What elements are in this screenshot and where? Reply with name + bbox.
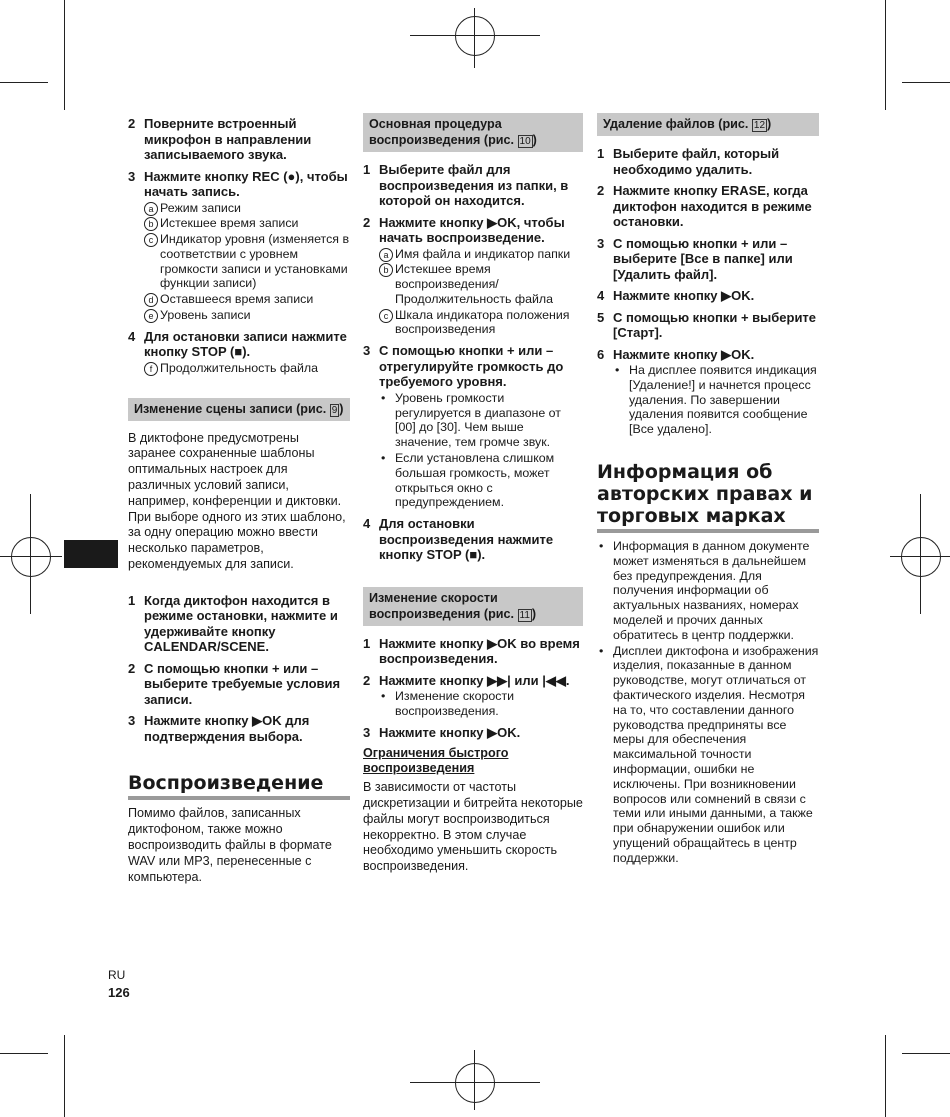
marker: 1 bbox=[128, 592, 136, 608]
step: 2 Нажмите кнопку ▶OK, чтобы начать воспроизведение. a Имя файла и индикатор папки b Истекшее время воспроизведения/ Продолжительность файла c Шкала индикатора положения воспроизведения bbox=[363, 215, 583, 338]
section-header: Изменение скорости воспроизведения (рис. 11 ) bbox=[363, 587, 583, 626]
bullet-item: • Если установлена слишком большая громкость, может открыться окно с предупреждением. bbox=[381, 450, 555, 510]
heading: Информация об авторских правах и торговых марках bbox=[597, 461, 819, 533]
crop-mark bbox=[0, 1053, 48, 1054]
marker: • bbox=[381, 450, 386, 465]
callout-item: a Режим записи bbox=[144, 201, 350, 216]
marker: • bbox=[615, 363, 620, 377]
marker: 2 bbox=[128, 116, 136, 131]
crop-mark bbox=[885, 1035, 886, 1117]
bullet-item: • Уровень громкости регулируется в диапазоне от [00] до [30]. Чем выше значение, тем громче звук. bbox=[381, 390, 561, 450]
marker: c bbox=[144, 233, 158, 247]
bullet-item: • Информация в данном документе может изменяться в дальнейшем без предупреждения. Для получения информации об актуальных названиях, номерах моделей и прочих данных обратитесь в центр поддержки. bbox=[599, 538, 810, 642]
step: 3 Нажмите кнопку REC (●), чтобы начать запись. a Режим записи b Истекшее время записи c Индикатор уровня (изменяется в соответствии с уровнем громкости записи и установками функции записи) d Оставшееся время записи e Уровень записи bbox=[128, 168, 350, 323]
heading: Воспроизведение bbox=[128, 772, 350, 800]
crop-mark bbox=[885, 0, 886, 110]
step: 4 Нажмите кнопку ▶OK. bbox=[597, 288, 755, 303]
page-number: 126 bbox=[108, 985, 130, 1000]
step: 4 Для остановки воспроизведения нажмите кнопку STOP (■). bbox=[363, 516, 554, 563]
bullet-item: • Изменение скорости воспроизведения. bbox=[381, 689, 515, 718]
marker: b bbox=[144, 217, 158, 231]
callout-item: b Истекшее время воспроизведения/ Продолжительность файла bbox=[379, 262, 583, 306]
callout-item: e Уровень записи bbox=[144, 308, 350, 323]
callout-item: d Оставшееся время записи bbox=[144, 292, 350, 307]
marker: a bbox=[144, 202, 158, 216]
step: 1 Выберите файл для воспроизведения из папки, в которой он находится. bbox=[363, 162, 569, 208]
step: 1 Нажмите кнопку ▶OK во время воспроизведения. bbox=[363, 635, 580, 667]
step: 5 С помощью кнопки + выберите [Старт]. bbox=[597, 309, 817, 340]
crop-mark bbox=[64, 0, 65, 110]
marker: 1 bbox=[363, 635, 371, 651]
step: 6 Нажмите кнопку ▶OK. • На дисплее появится индикация [Удаление!] и начнется процесс удаления. По завершении удаления появится сообщение [Все удалено]. bbox=[597, 347, 819, 437]
marker: b bbox=[379, 263, 393, 277]
column-1 bbox=[128, 116, 350, 891]
marker: • bbox=[599, 643, 604, 658]
marker: a bbox=[379, 248, 393, 262]
marker: • bbox=[381, 390, 386, 405]
bullet-item: • На дисплее появится индикация [Удаление!] и начнется процесс удаления. По завершении удаления появится сообщение [Все удалено]. bbox=[615, 363, 817, 437]
marker: 2 bbox=[363, 214, 371, 230]
language-code: RU bbox=[108, 968, 126, 982]
step: 3 Нажмите кнопку ▶OK. bbox=[363, 724, 521, 740]
crop-mark bbox=[902, 1053, 950, 1054]
step: 2 С помощью кнопки + или – выберите требуемые условия записи. bbox=[128, 660, 341, 707]
registration-circle bbox=[901, 537, 941, 577]
section-tab bbox=[64, 540, 118, 568]
marker: 4 bbox=[128, 328, 136, 344]
column-3 bbox=[597, 113, 819, 866]
marker: 2 bbox=[597, 183, 605, 198]
paragraph: Помимо файлов, записанных диктофоном, также можно воспроизводить файлы в формате WAV или MP3, перенесенные с компьютера. bbox=[128, 806, 332, 884]
callout-item: c Индикатор уровня (изменяется в соответствии с уровнем громкости записи и установками функции записи) bbox=[144, 232, 350, 291]
sub-heading: Ограничения быстрого воспроизведения bbox=[363, 746, 509, 776]
paragraph: В зависимости от частоты дискретизации и битрейта некоторые файлы могут воспроизводиться некорректно. В этом случае необходимо уменьшить скорость воспроизведения. bbox=[363, 780, 583, 874]
step: 1 Выберите файл, который необходимо удалить. bbox=[597, 146, 780, 177]
crop-mark bbox=[902, 82, 950, 83]
section-header: Основная процедура воспроизведения (рис. 10 ) bbox=[363, 113, 583, 152]
marker: 2 bbox=[128, 660, 136, 676]
step: 1 Когда диктофон находится в режиме остановки, нажмите и удерживайте кнопку CALENDAR/SCENE. bbox=[128, 592, 338, 655]
registration-circle bbox=[11, 537, 51, 577]
page-footer bbox=[108, 967, 130, 1001]
section-header: Удаление файлов (рис. 12 ) bbox=[597, 113, 819, 136]
registration-circle bbox=[455, 1063, 495, 1103]
marker: f bbox=[144, 362, 158, 376]
marker: 6 bbox=[597, 346, 605, 362]
column-2 bbox=[363, 113, 583, 881]
step: 3 Нажмите кнопку ▶OK для подтверждения выбора. bbox=[128, 713, 310, 744]
marker: c bbox=[379, 309, 393, 323]
crop-mark bbox=[64, 1035, 65, 1117]
bullet-item: • Дисплеи диктофона и изображения изделия, показанные в данном руководстве, могут отличаться от фактического изделия. Несмотря на то, что составлении данного руководства предприняты все меры для обеспечения максимальной точности информации, ошибки не исключены. При возникновении вопросов или сомнений в связи с теми или иными данными, а также при обнаружении ошибок или упущений обращайтесь в центр поддержки. bbox=[599, 643, 819, 865]
callout-item: a Имя файла и индикатор папки bbox=[379, 247, 583, 262]
callout-item: f Продолжительность файла bbox=[144, 361, 350, 376]
marker: 4 bbox=[597, 288, 605, 303]
callout-item: c Шкала индикатора положения воспроизведения bbox=[379, 308, 583, 338]
marker: e bbox=[144, 309, 158, 323]
marker: 5 bbox=[597, 309, 605, 325]
section-header: Изменение сцены записи (рис. 9 ) bbox=[128, 398, 350, 421]
marker: 1 bbox=[597, 146, 605, 161]
marker: 3 bbox=[597, 235, 605, 251]
step: 3 С помощью кнопки + или – выберите [Все в папке] или [Удалить файл]. bbox=[597, 235, 793, 282]
callout-item: b Истекшее время записи bbox=[144, 216, 350, 231]
paragraph: В диктофоне предусмотрены заранее сохраненные шаблоны оптимальных настроек для различных условий записи, например, конференции и диктовки. При выборе одного из этих шаблоно, за одну операцию можно ввести несколько параметров, рекомендуемых для записи. bbox=[128, 430, 346, 572]
marker: 4 bbox=[363, 516, 371, 532]
step: 3 С помощью кнопки + или – отрегулируйте громкость до требуемого уровня. • Уровень громкости регулируется в диапазоне от [00] до [30]. Чем выше значение, тем громче звук. • Если установлена слишком большая громкость, может открыться окно с предупреждением. bbox=[363, 343, 583, 510]
marker: • bbox=[599, 538, 604, 553]
marker: • bbox=[381, 689, 386, 704]
step: 2 Поверните встроенный микрофон в направлении записываемого звука. bbox=[128, 116, 312, 162]
marker: d bbox=[144, 293, 158, 307]
marker: 2 bbox=[363, 672, 371, 688]
marker: 3 bbox=[363, 724, 371, 740]
crop-mark bbox=[0, 82, 48, 83]
step: 2 Нажмите кнопку ERASE, когда диктофон находится в режиме остановки. bbox=[597, 183, 812, 229]
registration-circle bbox=[455, 16, 495, 56]
marker: 3 bbox=[128, 168, 136, 184]
step: 2 Нажмите кнопку ▶▶| или |◀◀. • Изменение скорости воспроизведения. bbox=[363, 673, 583, 719]
marker: 3 bbox=[128, 713, 136, 729]
marker: 1 bbox=[363, 162, 371, 177]
step: 4 Для остановки записи нажмите кнопку STOP (■). f Продолжительность файла bbox=[128, 329, 350, 376]
marker: 3 bbox=[363, 343, 371, 359]
